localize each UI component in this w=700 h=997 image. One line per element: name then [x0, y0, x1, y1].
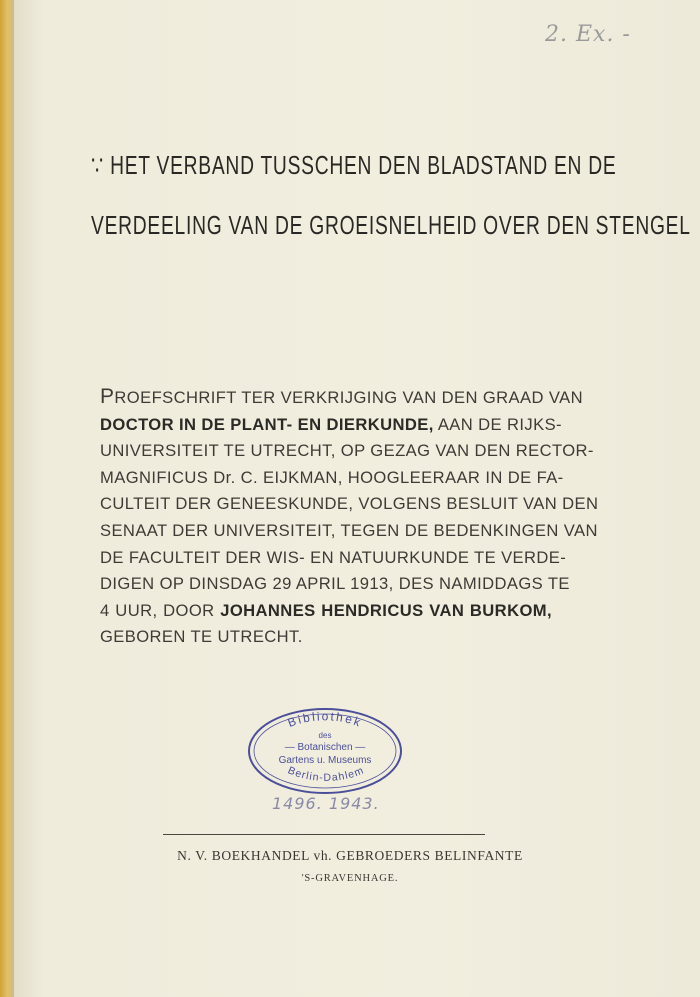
title-line-1: ∵ HET VERBAND TUSSCHEN DEN BLADSTAND EN DE — [91, 150, 617, 180]
statement-line-6: SENAAT DER UNIVERSITEIT, TEGEN DE BEDENKINGEN VAN — [100, 520, 598, 540]
library-stamp — [246, 706, 404, 796]
publisher-city: 'S-GRAVENHAGE. — [301, 873, 399, 884]
handwritten-accession-number: 1496. 1943. — [272, 794, 380, 813]
dissertation-statement — [100, 384, 599, 651]
statement-line-4 — [100, 465, 564, 492]
publisher-divider — [163, 834, 485, 835]
statement-line-4-b: C. EIJKMAN, HOOGLEERAAR IN DE FA- — [235, 467, 564, 487]
degree-name: DOCTOR IN DE PLANT- EN DIERKUNDE, — [100, 414, 434, 434]
statement-line-1 — [100, 384, 583, 412]
stamp-line-1: Bibliothek — [285, 709, 365, 731]
stamp-line-4: Gartens u. Museums — [278, 755, 372, 766]
svg-text:Berlin-Dahlem — [286, 764, 366, 784]
statement-line-9-text: 4 UUR, DOOR — [100, 600, 221, 620]
stamp-line-2: des — [318, 731, 332, 740]
statement-line-1-text: ROEFSCHRIFT TER VERKRIJGING VAN DEN GRAAD VAN — [114, 388, 583, 407]
stamp-line-3: — Botanischen — — [284, 742, 366, 753]
stamp-line-5: Berlin-Dahlem — [285, 764, 367, 784]
statement-line-7: DE FACULTEIT DER WIS- EN NATUURKUNDE TE VERDE- — [100, 547, 567, 567]
statement-line-8: DIGEN OP DINSDAG 29 APRIL 1913, DES NAMIDDAGS TE — [100, 574, 570, 594]
author-name: JOHANNES HENDRICUS VAN BURKOM, — [220, 600, 552, 620]
statement-line-2 — [100, 412, 562, 439]
publisher-name: N. V. BOEKHANDEL vh. GEBROEDERS BELINFANTE — [177, 848, 523, 863]
drop-capital: P — [100, 385, 115, 408]
statement-line-4-title: Dr. — [213, 467, 236, 487]
statement-line-2-text: AAN DE RIJKS- — [433, 414, 562, 434]
statement-line-3: UNIVERSITEIT TE UTRECHT, OP GEZAG VAN DEN RECTOR- — [100, 441, 594, 461]
handwritten-copy-note: 2. Ex. - — [545, 22, 631, 47]
statement-line-4-a: MAGNIFICUS — [100, 467, 214, 487]
statement-line-5: CULTEIT DER GENEESKUNDE, VOLGENS BESLUIT VAN DEN — [100, 494, 599, 514]
statement-line-10: GEBOREN TE UTRECHT. — [100, 627, 303, 647]
statement-line-9 — [100, 598, 552, 625]
title-line-2: VERDEELING VAN DE GROEISNELHEID OVER DEN STENGEL — [91, 210, 691, 240]
